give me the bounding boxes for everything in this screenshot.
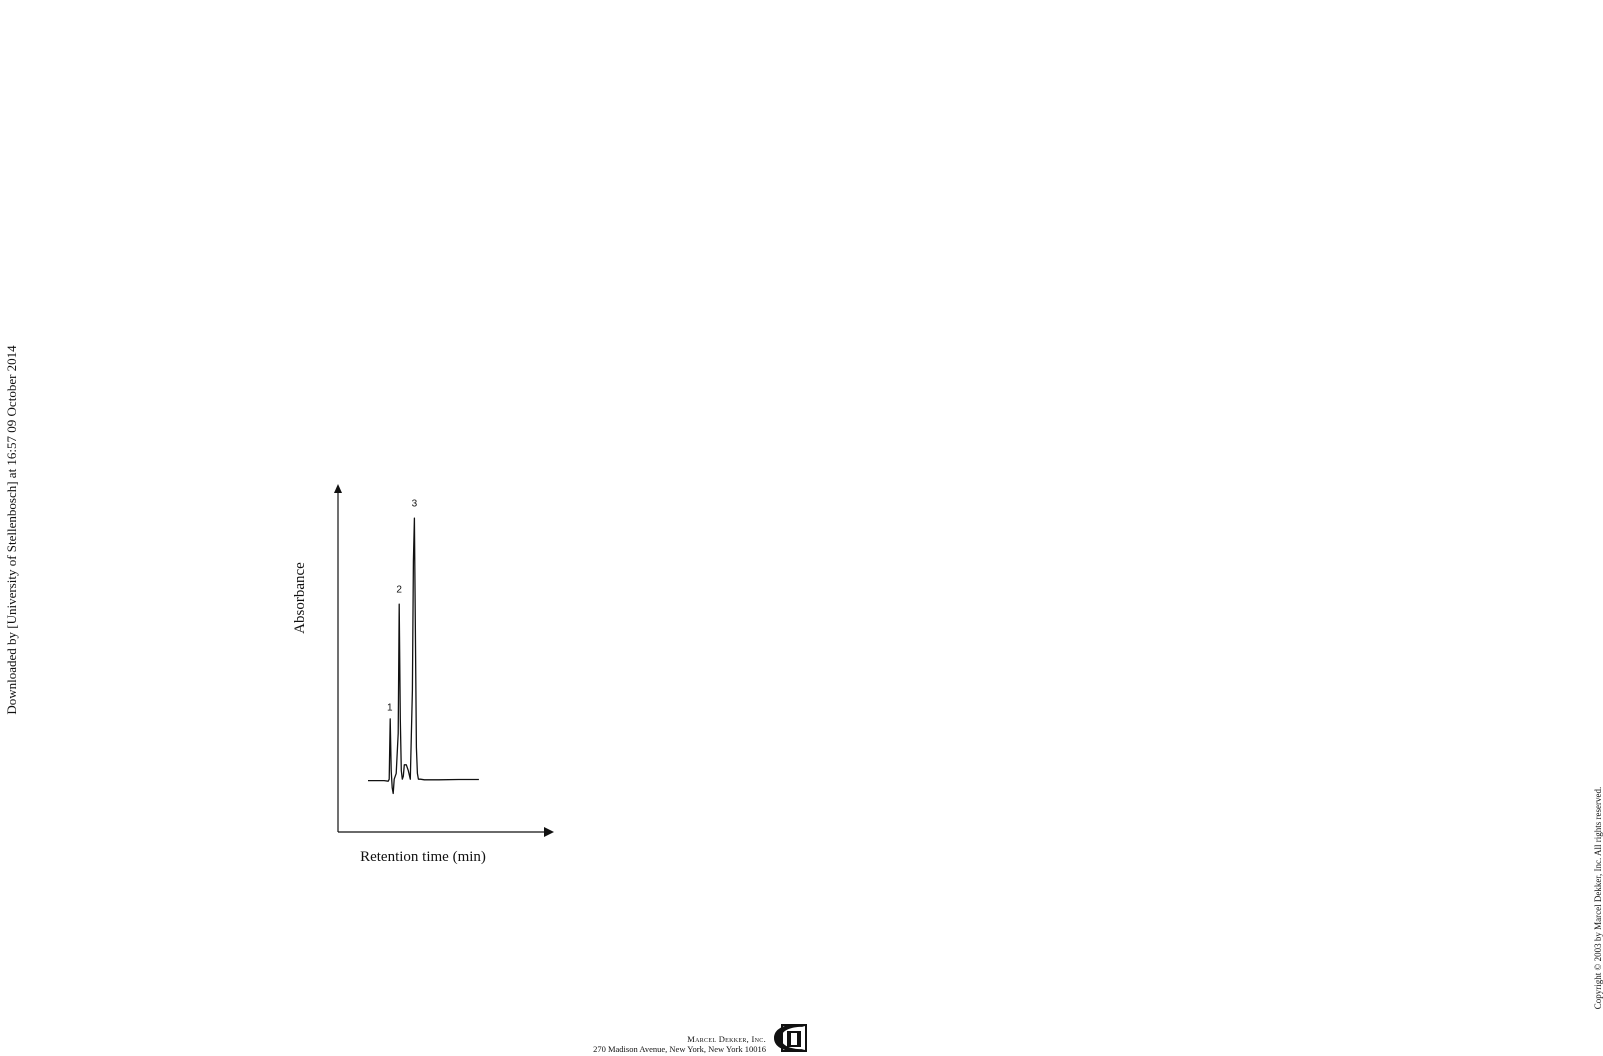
peak-label-1: 1 [387, 702, 393, 714]
publisher-address: 270 Madison Avenue, New York, New York 10016 [593, 1044, 766, 1054]
x-axis-label: Retention time (min) [360, 849, 486, 865]
copyright-notice-text: Copyright © 2003 by Marcel Dekker, Inc. All rights reserved. [1593, 786, 1603, 1010]
peak-label-2: 2 [396, 584, 402, 596]
chart-axes [334, 484, 554, 837]
peak-label-3: 3 [411, 498, 418, 510]
download-notice [0, 0, 24, 1056]
copyright-notice [792, 0, 1603, 1056]
publisher-logo-icon [771, 1022, 811, 1054]
series-layer [368, 518, 479, 793]
download-notice-text: Downloaded by [University of Stellenbosch] at 16:57 09 October 2014 [4, 345, 19, 715]
y-axis-arrowhead [334, 484, 342, 493]
y-axis-label: Absorbance [292, 562, 308, 634]
publisher-name: Marcel Dekker, Inc. [687, 1034, 766, 1044]
publisher-imprint [593, 1034, 766, 1054]
x-axis-arrowhead [544, 827, 554, 837]
chromatogram-svg [280, 470, 580, 880]
chromatogram-trace-1 [368, 518, 479, 793]
chromatogram-chart [280, 470, 580, 880]
